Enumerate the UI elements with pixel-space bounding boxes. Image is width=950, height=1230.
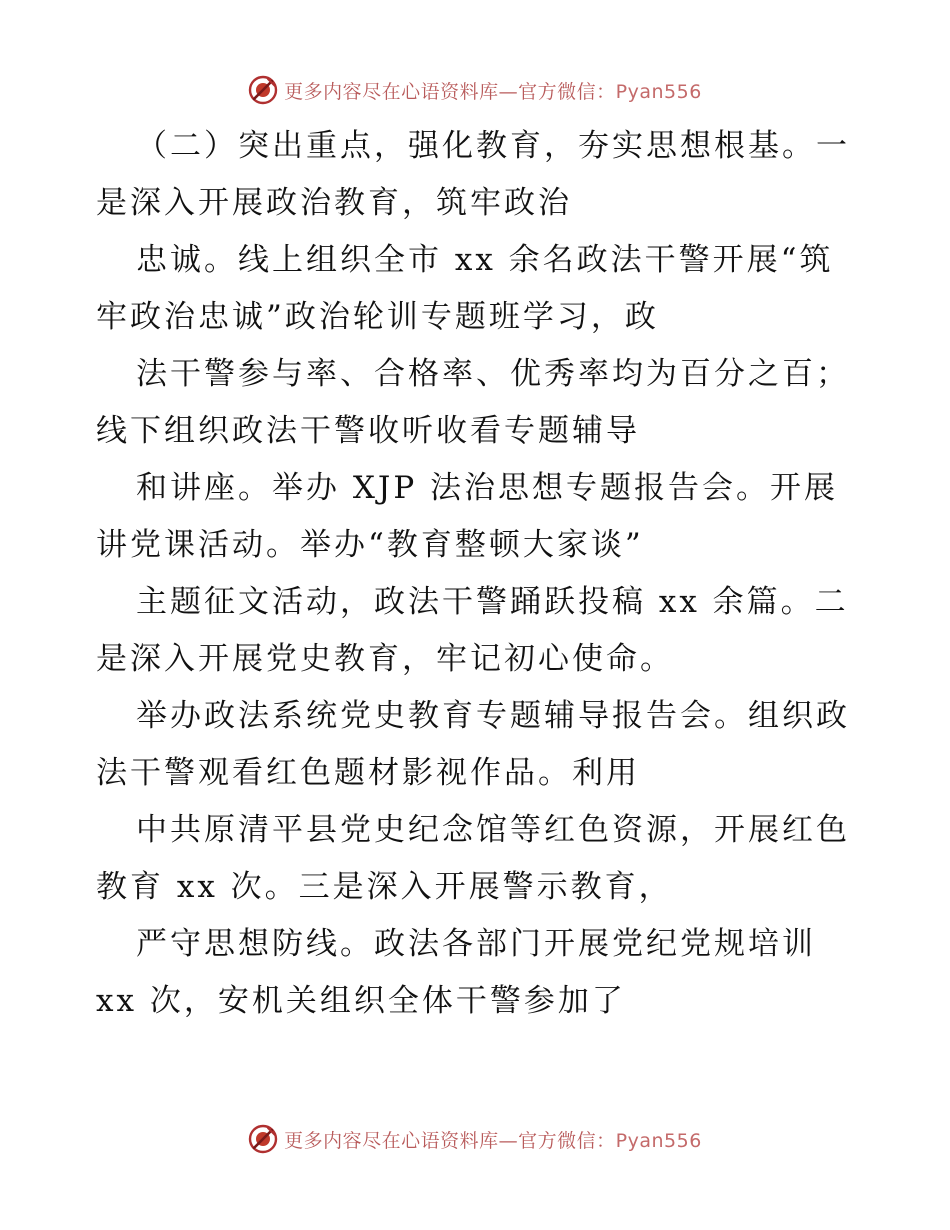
body-line: 是深入开展党史教育，牢记初心使命。 [96,641,674,677]
header-watermark [0,73,950,107]
body-line: 中共原清平县党史纪念馆等红色资源，开展红色 [136,812,850,848]
body-line: 举办政法系统党史教育专题辅导报告会。组织政 [136,698,850,734]
body-line: 教育 xx 次。三是深入开展警示教育， [96,869,673,905]
body-line: 牢政治忠诚”政治轮训专题班学习，政 [96,299,659,335]
red-seal-logo-icon [248,1124,278,1154]
body-line: 忠诚。线上组织全市 xx 余名政法干警开展“筑 [136,242,834,278]
body-line: 和讲座。举办 XJP 法治思想专题报告会。开展 [136,470,839,506]
document-body [96,118,876,1030]
watermark-wechat-id: Pyan556 [615,80,702,103]
body-line: 是深入开展政治教育，筑牢政治 [96,185,572,221]
body-line: 严守思想防线。政法各部门开展党纪党规培训 [136,926,816,962]
body-line: 法干警观看红色题材影视作品。利用 [96,755,640,791]
body-line: 线下组织政法干警收听收看专题辅导 [96,413,640,449]
body-line: 主题征文活动，政法干警踊跃投稿 xx 余篇。二 [136,584,849,620]
watermark-text: 更多内容尽在心语资料库—官方微信：Pyan556 [284,1129,702,1152]
body-line: 讲党课活动。举办“教育整顿大家谈” [96,527,644,563]
body-line: 法干警参与率、合格率、优秀率均为百分之百； [136,356,850,392]
body-line: xx 次，安机关组织全体干警参加了 [96,983,626,1019]
watermark-text: 更多内容尽在心语资料库—官方微信：Pyan556 [284,80,702,103]
footer-watermark [0,1122,950,1156]
red-seal-logo-icon [248,75,278,105]
watermark-wechat-id: Pyan556 [615,1129,702,1152]
body-line: （二）突出重点，强化教育，夯实思想根基。一 [136,128,850,164]
